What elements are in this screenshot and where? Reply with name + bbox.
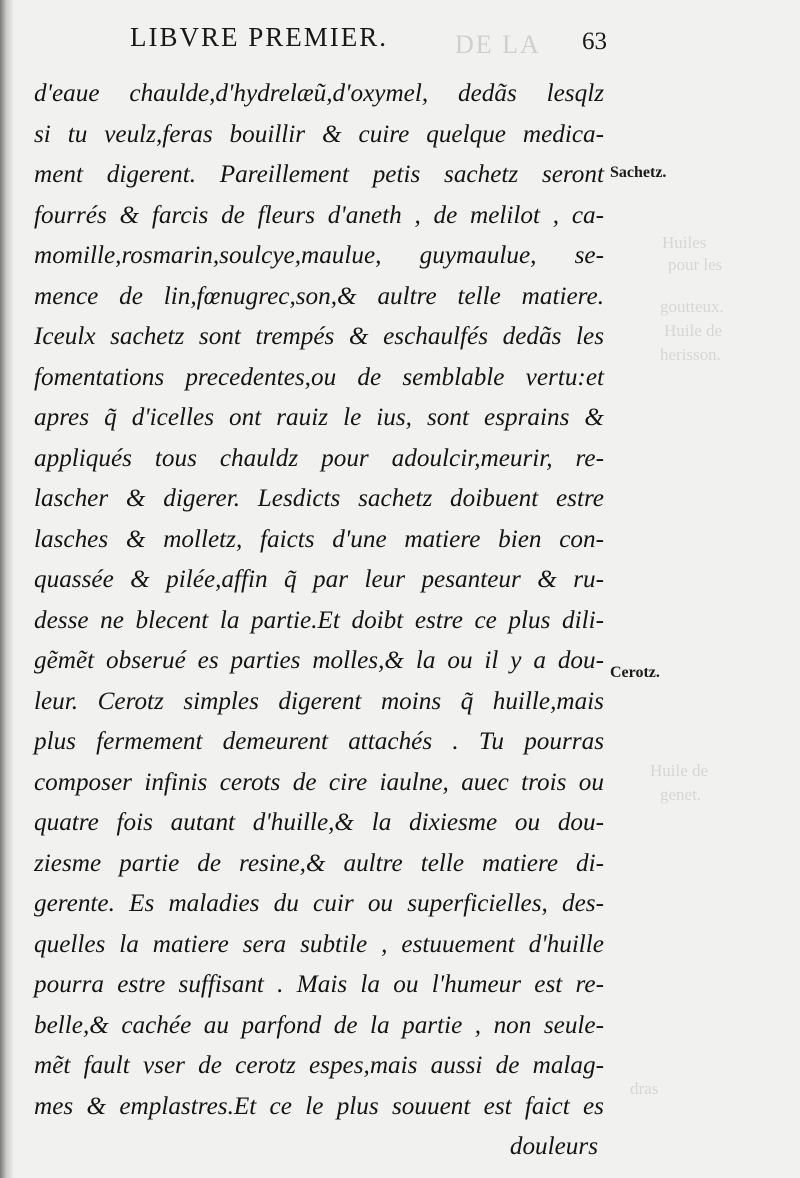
- text-line: si tu veulz,feras bouillir & cuire quelque medica-: [34, 120, 604, 148]
- text-line: Iceulx sachetz sont trempés & eschaulfés dedãs les: [34, 323, 604, 350]
- text-line: leur. Cerotz simples digerent moins q̃ huille,mais: [34, 687, 604, 715]
- text-line: mẽt fault vser de cerotz espes,mais aussi de malag-: [34, 1052, 604, 1079]
- text-line: mes & emplastres.Et ce le plus souuent est faict es: [34, 1092, 604, 1120]
- text-line: d'eaue chaulde,d'hydrelæũ,d'oxymel, dedãs lesqlz: [34, 80, 604, 107]
- text-line: ment digerent. Pareillement petis sachetz seront: [34, 161, 604, 188]
- text-line: gerente. Es maladies du cuir ou superficielles, des-: [34, 890, 604, 917]
- text-line: quassée & pilée,affin q̃ par leur pesanteur & ru-: [34, 566, 604, 593]
- text-line: gẽmẽt obserué es parties molles,& la ou il y a dou-: [34, 647, 604, 674]
- text-line: desse ne blecent la partie.Et doibt estre ce plus dili-: [34, 606, 604, 634]
- show-through-header: DE LA: [455, 30, 541, 59]
- text-line: appliqués tous chauldz pour adoulcir,meurir, re-: [34, 444, 604, 472]
- marginal-note-sachetz: Sachetz.: [610, 164, 667, 181]
- text-line: lasches & molletz, faicts d'une matiere bien con-: [34, 525, 604, 553]
- text-line: apres q̃ d'icelles ont rauiz le ius, sont esprains &: [34, 404, 604, 431]
- body-text: [34, 74, 604, 1168]
- page-number: 63: [582, 28, 607, 55]
- show-through-mark: Huile de: [650, 761, 709, 780]
- text-line: plus fermement demeurent attachés . Tu pourras: [34, 728, 604, 755]
- text-line: pourra estre suffisant . Mais la ou l'humeur est re-: [34, 971, 604, 998]
- text-line: fourrés & farcis de fleurs d'aneth , de melilot , ca-: [34, 201, 604, 229]
- show-through-mark: goutteux.: [660, 297, 724, 316]
- show-through-mark: Huiles: [662, 233, 707, 252]
- text-line: ziesme partie de resine,& aultre telle matiere di-: [34, 849, 604, 877]
- text-line: momille,rosmarin,soulcye,maulue, guymaulue, se-: [34, 242, 604, 269]
- show-through-mark: genet.: [660, 785, 702, 804]
- marginal-note-cerotz: Cerotz.: [610, 664, 660, 681]
- text-line: quatre fois autant d'huille,& la dixiesme ou dou-: [34, 809, 604, 836]
- show-through-mark: herisson.: [660, 345, 721, 364]
- catchword: douleurs: [509, 1133, 598, 1160]
- text-line: composer infinis cerots de cire iaulne, auec trois ou: [34, 768, 604, 796]
- text-line: mence de lin,fœnugrec,son,& aultre telle matiere.: [34, 282, 604, 310]
- show-through-mark: pour les: [668, 255, 723, 274]
- show-through-mark: dras: [630, 1079, 659, 1098]
- text-line: belle,& cachée au parfond de la partie , non seule-: [34, 1011, 604, 1039]
- text-line: lascher & digerer. Lesdicts sachetz doibuent estre: [34, 485, 604, 512]
- binding-shadow: [0, 0, 14, 1178]
- text-line: fomentations precedentes,ou de semblable vertu:et: [34, 363, 604, 391]
- show-through-mark: Huile de: [664, 321, 723, 340]
- text-line: quelles la matiere sera subtile , estuuement d'huille: [34, 930, 604, 958]
- running-head-title: LIBVRE PREMIER.: [130, 22, 389, 52]
